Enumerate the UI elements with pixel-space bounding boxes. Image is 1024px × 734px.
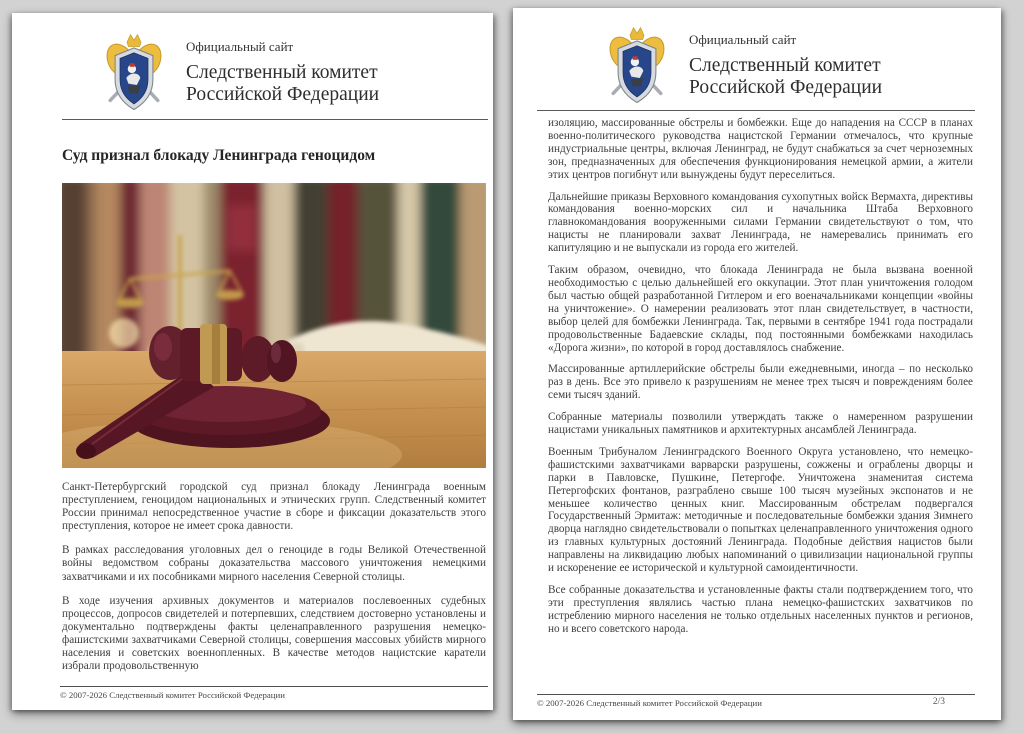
paragraph: изоляцию, массированные обстрелы и бомбежки. Еще до нападения на СССР в планах военно-политического руководства нацистской Германии отмечалось, что крупные индустриальные центры, включая Ленинград, не будут снабжаться за счет черноземных зон, предназначенных для обеспечения функционирования немецкой армии, а жители этих центров погибнут или вынуждены будут переселиться. — [548, 117, 973, 181]
paragraph: Дальнейшие приказы Верховного командования сухопутных войск Вермахта, директивы командования военно-морских сил и начальника Штаба Верховного главнокомандования вооруженными силами Германии свидетельствуют о том, что нацисты не планировали захват Ленинграда, не намеревались принимать его капитуляцию и не выпускали из города его жителей. — [548, 190, 973, 255]
site-header-text — [186, 29, 379, 106]
paragraph: Все собранные доказательства и установленные факты стали подтверждением того, что эти преступления являлись частью плана немецко-фашистских захватчиков по истреблению мирного населения не только отдельных населенных пунктов и регионов, но и всего советского народа. — [548, 584, 973, 635]
copyright-text: © 2007-2026 Следственный комитет Российской Федерации — [537, 698, 762, 708]
page-1-content — [12, 120, 493, 686]
paragraph: Военным Трибуналом Ленинградского Военного Округа установлено, что немецко-фашистскими захватчиками варварски разрушены, сожжены и ограблены дворцы и парки в Павловске, Пушкине, Петергофе. Уничтожена знаменитая система Петергофских фонтанов, разграблено свыше 100 тысяч музейных экспонатов и не меньшее количество ценных книг. Массированным обстрелам подвергался Государственный Эрмитаж: методичные и последовательные бомбежки здания Зимнего дворца наглядно свидетельствовали о попытках целенаправленного уничтожения одного из главных культурных достояний Ленинграда. Подобные действия нацистов были направлены на ликвидацию любых напоминаний о цивилизации национальной группы и искоренение ее исторической и культурной самоидентичности. — [548, 445, 973, 575]
page-2-footer — [513, 694, 1001, 720]
article-photo-gavel — [62, 183, 486, 468]
org-name-line2: Российской Федерации — [186, 83, 380, 105]
sk-russia-emblem-icon — [600, 22, 674, 106]
paragraph: Массированные артиллерийские обстрелы были ежедневными, иногда – по несколько раз в день. Все это привело к разрушениям не менее трех тысяч и повреждениям более семи тысяч зданий. — [548, 363, 973, 402]
page-1-footer — [12, 686, 493, 710]
site-header-text — [689, 22, 882, 99]
org-name — [689, 55, 882, 99]
footer-divider — [60, 686, 488, 687]
sk-russia-emblem-icon — [97, 29, 171, 113]
org-name-line1: Следственный комитет — [186, 62, 378, 83]
paragraph: В ходе изучения архивных документов и материалов послевоенных судебных процессов, допросов свидетелей и потерпевших, следствием достоверно установлены и документально подтверждены факты целенаправленного разрушения немецко-фашистскими захватчиками Северной столицы, совершения массовых убийств мирного населения и советских военнопленных. В качестве методов нацистские каратели избрали продовольственную — [62, 594, 486, 673]
site-header — [513, 8, 1001, 106]
org-name-line2: Российской Федерации — [689, 76, 883, 98]
paragraph: В рамках расследования уголовных дел о геноциде в годы Великой Отечественной войны ведомством собраны доказательства массового уничтожения немецкими захватчиками и их пособниками мирного населения Северной столицы. — [62, 544, 486, 583]
paragraph: Собранные материалы позволили утверждать также о намеренном разрушении нацистами уникальных памятников и архитектурных ансамблей Ленинграда. — [548, 411, 973, 437]
footer-divider — [537, 694, 975, 695]
site-label: Официальный сайт — [186, 39, 294, 54]
org-name-line1: Следственный комитет — [689, 55, 881, 76]
site-label: Официальный сайт — [689, 32, 797, 47]
paragraph: Таким образом, очевидно, что блокада Ленинграда не была вызвана военной необходимостью с целью дальнейшей его оккупации. Этот план уничтожения голодом был частью общей разработанной Гитлером и его военачальниками концепции «войны на уничтожение». О намерении реализовать этот план свидетельствует, в частности, выбор целей для бомбежки Ленинграда. Так, первыми в сентябре 1941 года пострадали продовольственные Бадаевские склады, под постоянными бомбежками находилась «Дорога жизни», по которой в город доставлялось снабжение. — [548, 264, 973, 354]
paragraph: Санкт-Петербургский городской суд признал блокаду Ленинграда военным преступлением, геноцидом национальных и этнических групп. Следственный комитет России принимал непосредственное участие в сборе и фиксации доказательств этого преступления, которое не имеет срока давности. — [62, 481, 486, 533]
org-name — [186, 62, 379, 106]
page-2-content — [513, 111, 1001, 694]
document-page-1 — [12, 13, 493, 710]
site-header — [12, 13, 493, 113]
document-page-2 — [513, 8, 1001, 720]
copyright-text: © 2007-2026 Следственный комитет Российской Федерации — [60, 690, 285, 700]
article-title: Суд признал блокаду Ленинграда геноцидом — [62, 147, 376, 164]
page-number: 2/3 — [932, 697, 945, 707]
